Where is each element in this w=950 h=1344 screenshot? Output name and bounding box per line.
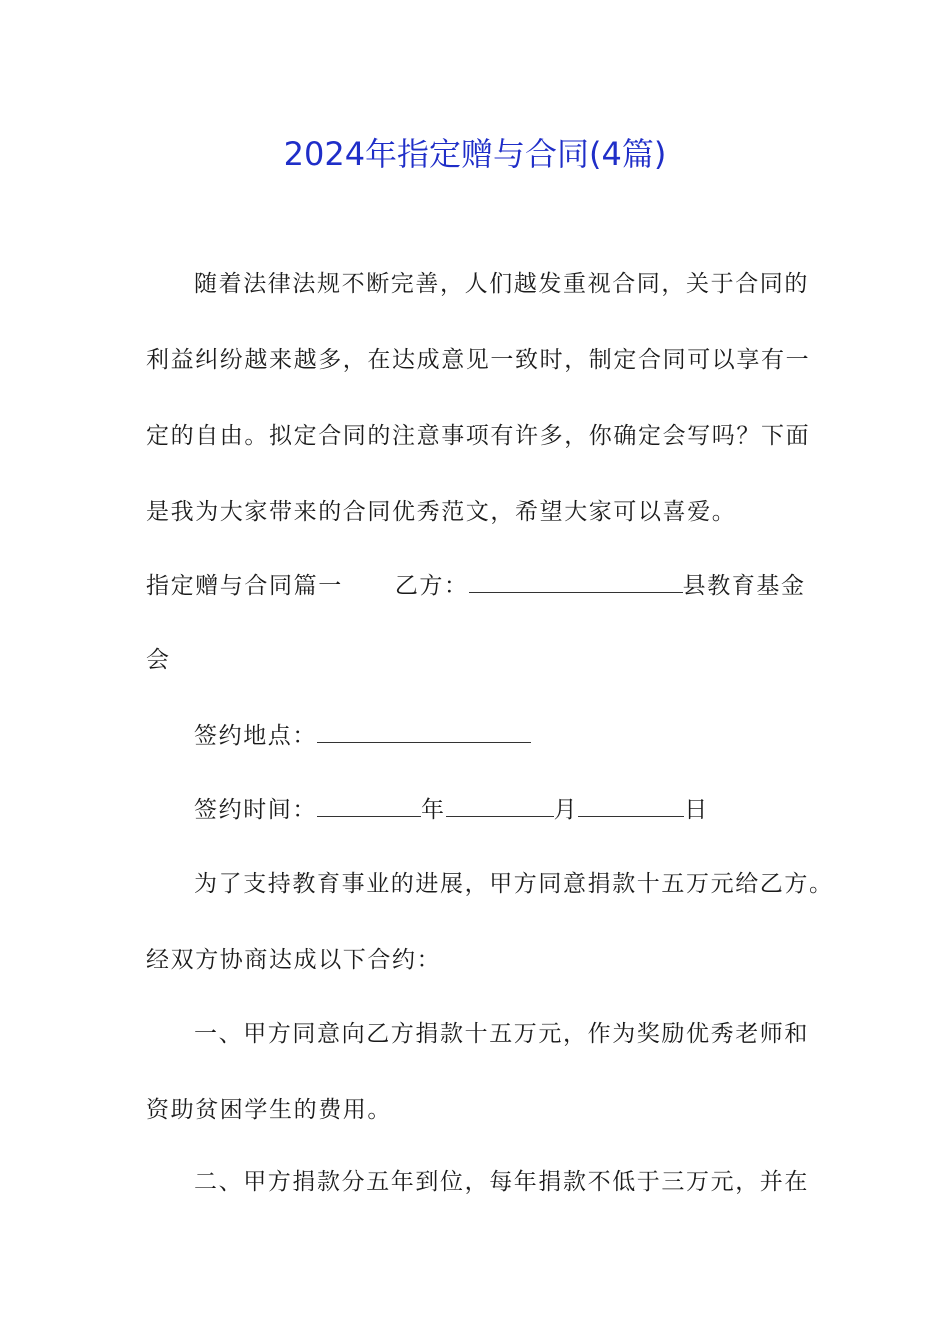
- party-b-label: 乙方：: [394, 573, 469, 599]
- intro-line-3: 定的自由。拟定合同的注意事项有许多，你确定会写吗？下面: [146, 423, 811, 449]
- clause1-line-1: 一、甲方同意向乙方捐款十五万元，作为奖励优秀老师和: [194, 1021, 809, 1047]
- time-line: [194, 790, 874, 828]
- document-title: 2024年指定赠与合同(4篇): [283, 135, 667, 173]
- section-heading: 指定赠与合同篇一: [146, 573, 343, 599]
- intro-line-4: 是我为大家带来的合同优秀范文，希望大家可以喜爱。: [146, 499, 737, 525]
- place-line: [194, 716, 874, 754]
- year-blank: [317, 790, 421, 817]
- purpose-line-1: 为了支持教育事业的进展，甲方同意捐款十五万元给乙方。: [194, 871, 834, 897]
- party-b-suffix: 县教育基金: [682, 573, 806, 599]
- intro-line-2: 利益纠纷越来越多，在达成意见一致时，制定合同可以享有一: [146, 347, 811, 373]
- party-b-blank: [469, 566, 683, 593]
- year-label: 年: [421, 797, 446, 823]
- section-heading-line: [146, 566, 826, 604]
- purpose-line-2: 经双方协商达成以下合约：: [146, 947, 442, 973]
- clause2-line-1: 二、甲方捐款分五年到位，每年捐款不低于三万元，并在: [194, 1169, 809, 1195]
- clause1-line-2: 资助贫困学生的费用。: [146, 1097, 392, 1123]
- month-label: 月: [553, 797, 579, 823]
- time-label: 签约时间：: [194, 797, 317, 823]
- place-label: 签约地点：: [194, 723, 317, 749]
- intro-line-1: 随着法律法规不断完善，人们越发重视合同，关于合同的: [194, 271, 809, 297]
- day-blank: [578, 790, 684, 817]
- place-blank: [317, 716, 531, 743]
- day-label: 日: [684, 797, 709, 823]
- party-b-wrap: 会: [146, 647, 171, 673]
- month-blank: [446, 790, 554, 817]
